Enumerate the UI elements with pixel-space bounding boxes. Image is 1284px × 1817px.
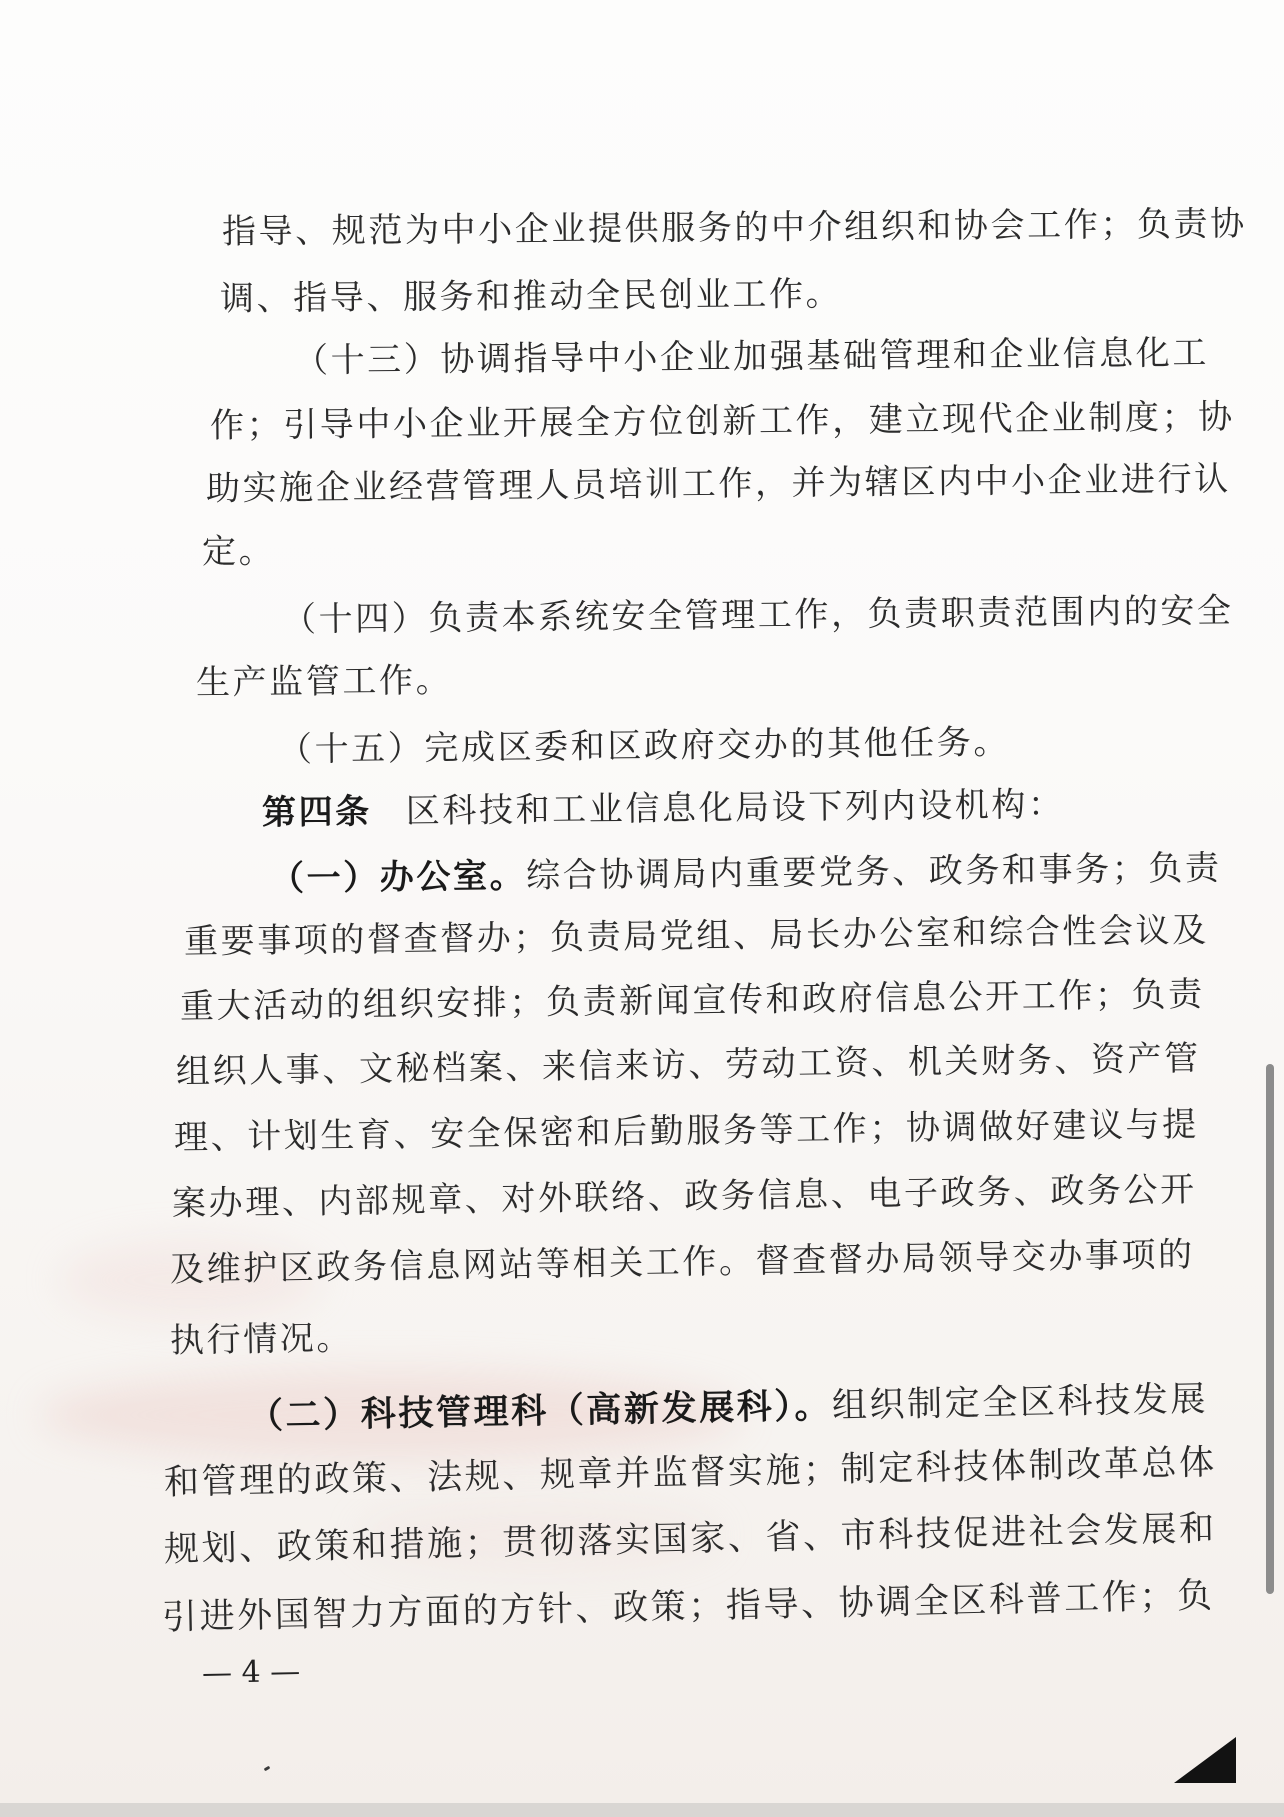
section-text: 组织制定全区科技发展	[831, 1379, 1209, 1427]
text-line: 案办理、内部规章、对外联络、政务信息、电子政务、政务公开	[171, 1169, 1197, 1224]
text-line: 规划、政策和措施；贯彻落实国家、省、市科技促进社会发展和	[163, 1508, 1218, 1570]
tech-section-line	[248, 1379, 1209, 1437]
text-line: 组织人事、文秘档案、来信来访、劳动工资、机关财务、资产管	[175, 1038, 1201, 1092]
paper-speck	[264, 1766, 271, 1772]
page-corner-fold	[1174, 1737, 1236, 1783]
text-line: 定。	[201, 531, 276, 572]
text-line: 重大活动的组织安排；负责新闻宣传和政府信息公开工作；负责	[179, 974, 1205, 1027]
section-text: 综合协调局内重要党务、政务和事务；负责	[525, 848, 1222, 897]
office-section-line	[270, 848, 1222, 899]
text-line: （十五）完成区委和区政府交办的其他任务。	[277, 722, 1011, 770]
text-line: 指导、规范为中小企业提供服务的中介组织和协会工作；负责协	[221, 203, 1247, 252]
text-line: 执行情况。	[169, 1318, 354, 1361]
article-heading: 第四条	[261, 791, 373, 833]
text-line: 作；引导中小企业开展全方位创新工作，建立现代企业制度；协	[209, 397, 1235, 446]
text-line: 生产监管工作。	[195, 660, 453, 703]
text-line: （十四）负责本系统安全管理工作，负责职责范围内的安全	[281, 590, 1234, 640]
section-heading-tech-management: （二）科技管理科（高新发展科）。	[247, 1386, 833, 1437]
text-line: 调、指导、服务和推动全民创业工作。	[219, 274, 843, 319]
text-line: 重要事项的督查督办；负责局党组、局长办公室和综合性会议及	[183, 910, 1209, 962]
vertical-scrollbar[interactable]	[1266, 1064, 1274, 1594]
section-heading-office: （一）办公室。	[269, 856, 527, 899]
text-line: 理、计划生育、安全保密和后勤服务等工作；协调做好建议与提	[173, 1104, 1199, 1158]
text-line: 和管理的政策、法规、规章并监督实施；制定科技体制改革总体	[163, 1442, 1218, 1503]
text-line: 及维护区政务信息网站等相关工作。督查督办局领导交办事项的	[169, 1234, 1195, 1290]
text-line: 助实施企业经营管理人员培训工作，并为辖区内中小企业进行认	[205, 459, 1231, 509]
text-line: （十三）协调指导中小企业加强基础管理和企业信息化工	[293, 333, 1210, 381]
article-text: 区科技和工业信息化局设下列内设机构：	[405, 784, 1065, 832]
page-bottom-edge	[0, 1803, 1284, 1817]
text-line: 引进外国智力方面的方针、政策；指导、协调全区科普工作；负	[161, 1575, 1216, 1638]
page-number: — 4 —	[201, 1653, 301, 1691]
article-four-line	[262, 785, 1065, 833]
